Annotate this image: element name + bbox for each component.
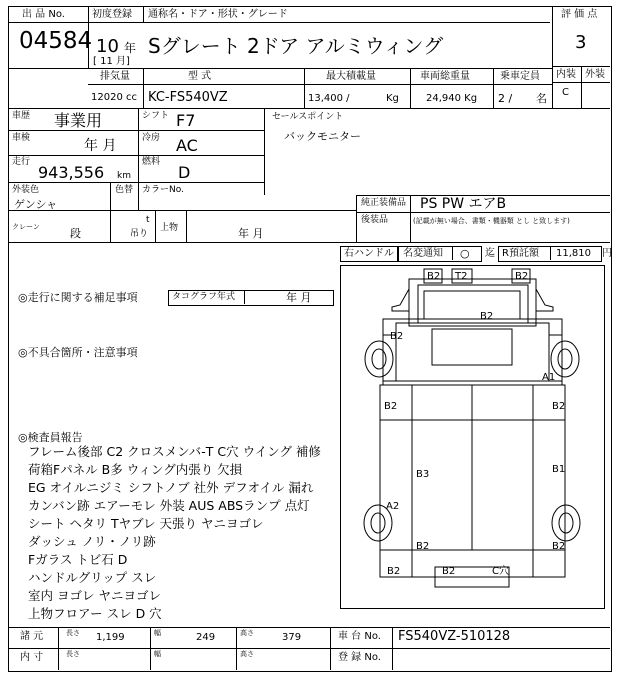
report-line: シート ヘタリ Tヤブレ 天張り ヤニヨゴレ: [28, 516, 264, 531]
width-value: 249: [196, 632, 216, 643]
tacho-label: タコグラフ年式: [172, 292, 236, 302]
mileage-unit: km: [117, 171, 131, 181]
month-value: [ 11 月]: [93, 56, 130, 67]
mileage-value: 943,556: [38, 163, 105, 182]
name-change-label: 名変通知: [403, 248, 443, 259]
damage-marks: [340, 265, 604, 608]
report-line: カンバン跡 エアーモレ 外装 AUS ABSランプ 点灯: [28, 498, 310, 513]
interior-grade-label: 内装: [556, 69, 576, 80]
model-name-label: 通称名・ドア・形状・グレード: [148, 9, 288, 20]
damage-mark: B2: [515, 271, 529, 282]
lot-number: 04584: [19, 28, 93, 54]
damage-mark: B2: [384, 401, 398, 412]
report-line: 上物フロアー スレ D 穴: [28, 606, 162, 621]
damage-mark: B2: [442, 566, 456, 577]
drive-notes-title: ◎走行に関する補足事項: [18, 291, 138, 304]
damage-mark: B1: [552, 464, 566, 475]
damage-mark: A2: [386, 501, 400, 512]
registration-label: 登 録 No.: [338, 652, 381, 663]
report-line: ダッシュ ノリ・ノリ跡: [28, 534, 156, 549]
height-value: 379: [282, 632, 302, 643]
damage-mark: B2: [480, 311, 494, 322]
damage-mark: C穴: [492, 566, 509, 577]
shift-value: F7: [176, 111, 196, 130]
tacho-date: 年 月: [286, 291, 312, 304]
recycle-unit: 円: [602, 248, 612, 259]
damage-mark: B3: [416, 469, 430, 480]
shift-label: シフト: [142, 111, 170, 121]
gross-weight-label: 車両総重量: [420, 71, 470, 82]
length-label: 長さ: [66, 629, 80, 637]
defect-notes-title: ◎不具合箇所・注意事項: [18, 346, 138, 359]
until-label: 迄: [485, 248, 495, 259]
color-no-label: カラーNo.: [142, 185, 184, 195]
standard-value: PS PW エアB: [420, 196, 507, 212]
chassis-label: 車 台 No.: [338, 631, 381, 642]
model-name: Sグレート 2ドア アルミウィング: [148, 34, 444, 58]
grade-value: 3: [575, 32, 587, 53]
capacity-value: 2 /: [498, 92, 513, 105]
max-load-label: 最大積載量: [326, 71, 376, 82]
capacity-unit: 名: [536, 92, 547, 105]
standard-label: 純正装備品: [361, 198, 407, 208]
color-label: 外装色: [12, 185, 40, 195]
damage-mark: B2: [427, 271, 441, 282]
color-value: ゲンシャ: [14, 198, 58, 211]
color-code-label: 色替: [115, 185, 134, 195]
ac-label: 冷房: [142, 133, 161, 143]
report-line: ハンドルグリップ スレ: [28, 570, 157, 585]
report-line: フレーム後部 C2 クロスメンバ-T C穴 ウイング 補修: [28, 444, 321, 459]
inspection-label: 車検: [12, 133, 31, 143]
history-label: 車歴: [12, 111, 31, 121]
interior-grade-value: C: [562, 87, 569, 98]
exterior-grade-label: 外装: [585, 69, 605, 80]
grade-label: 評 価 点: [561, 9, 598, 20]
year-unit: 年: [124, 41, 137, 55]
report-line: 室内 ヨゴレ ヤニヨゴレ: [28, 588, 161, 603]
interior-dim-label: 内 寸: [20, 652, 44, 663]
name-change-circle: ○: [460, 247, 470, 260]
capacity-label: 乗車定員: [500, 71, 540, 82]
crane-ton: t: [146, 215, 150, 225]
max-load-unit: Kg: [386, 93, 399, 104]
year-value: 10: [96, 36, 119, 57]
height-label: 高さ: [240, 629, 254, 637]
crane-stage: 段: [70, 227, 81, 240]
sales-point-value: バックモニター: [284, 130, 361, 143]
damage-mark: B2: [390, 331, 404, 342]
recycle-amount: 11,810: [556, 248, 591, 259]
displacement-value: 12020 cc: [91, 92, 137, 103]
length-value: 1,199: [96, 632, 125, 643]
ac-value: AC: [176, 136, 198, 155]
max-load-value: 13,400 /: [308, 93, 350, 104]
report-line: Fガラス トビ石 D: [28, 552, 128, 567]
lot-label: 出 品 No.: [22, 9, 65, 20]
damage-mark: B2: [552, 541, 566, 552]
handle-position: 右ハンドル: [344, 248, 394, 259]
sales-point-label: セールスポイント: [272, 112, 344, 122]
gross-weight-value: 24,940 Kg: [426, 93, 478, 104]
damage-mark: B2: [552, 401, 566, 412]
first-reg-label: 初度登録: [92, 9, 132, 20]
width-label: 幅: [154, 629, 161, 637]
inspection-value: 年 月: [84, 138, 117, 154]
crane-lift: 吊り: [130, 229, 149, 239]
history-value: 事業用: [54, 111, 103, 130]
damage-mark: B2: [416, 541, 430, 552]
interior-height-label: 高さ: [240, 650, 254, 658]
mileage-label: 走行: [12, 157, 31, 167]
model-code-value: KC-FS540VZ: [148, 90, 228, 105]
spec-label: 諸 元: [20, 631, 44, 642]
displacement-label: 排気量: [100, 71, 130, 82]
aftermarket-note: (記載が無い場合、書類・機器類 とし と致します): [413, 217, 570, 225]
inspector-report-title: ◎検査員報告: [18, 431, 83, 444]
chassis-value: FS540VZ-510128: [398, 629, 511, 644]
aftermarket-label: 後装品: [361, 215, 389, 225]
recycle-label: R預託額: [502, 248, 539, 259]
model-code-label: 型 式: [188, 71, 212, 82]
report-line: 荷箱Fパネル B多 ウィング内張り 欠損: [28, 462, 243, 477]
crane-mount-label: 上物: [160, 223, 179, 233]
report-line: EG オイルニジミ シフトノブ 社外 デフオイル 漏れ: [28, 480, 314, 495]
damage-mark: B2: [387, 566, 401, 577]
crane-year: 年 月: [238, 227, 264, 240]
damage-mark: T2: [455, 271, 468, 282]
interior-length-label: 長さ: [66, 650, 80, 658]
fuel-value: D: [178, 163, 191, 182]
interior-width-label: 幅: [154, 650, 161, 658]
fuel-label: 燃料: [142, 157, 161, 167]
crane-label: クレーン: [12, 223, 40, 231]
damage-mark: A1: [542, 372, 556, 383]
